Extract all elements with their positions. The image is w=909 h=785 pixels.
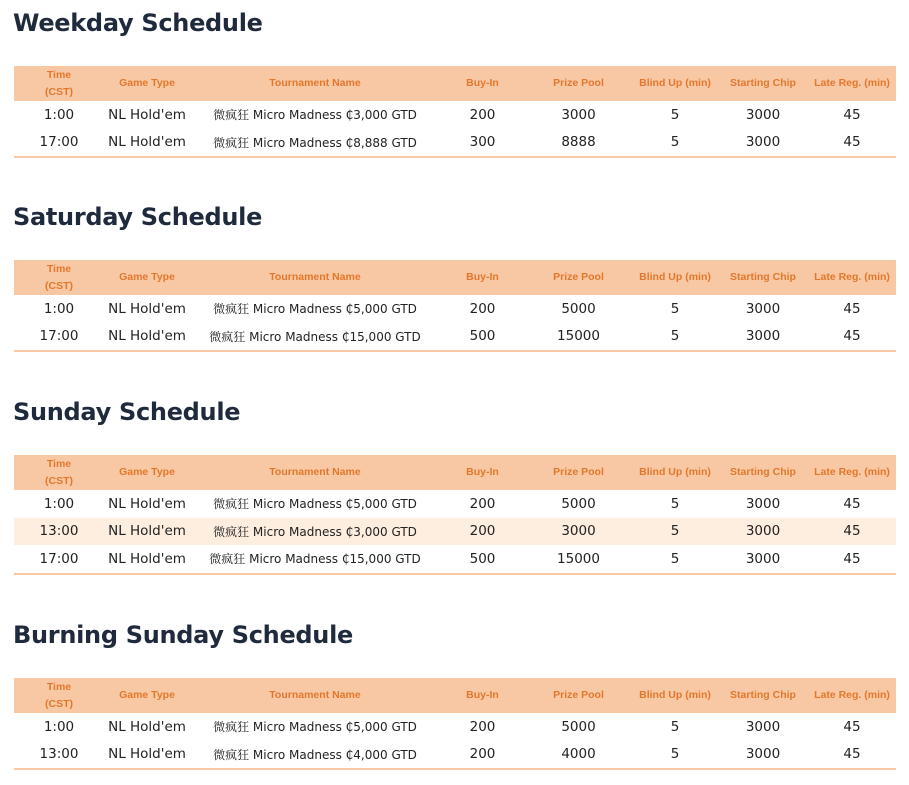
table-header-row [14, 678, 896, 713]
cell-late: 45 [808, 545, 896, 574]
cell-buyin: 200 [469, 495, 496, 512]
cell-name: 微疯狂 Micro Madness ₵4,000 GTD [190, 741, 440, 770]
schedule-table [14, 260, 896, 352]
cell-chip: 3000 [745, 106, 781, 123]
cell-time: 17:00 [14, 545, 104, 574]
cell-late: 45 [843, 300, 861, 317]
header-time: Time (CST) [45, 680, 73, 710]
header-starting-chip: Starting Chip [730, 689, 796, 701]
cell-buyin: 200 [469, 718, 496, 735]
cell-blind: 5 [670, 300, 680, 317]
table-row [14, 323, 896, 352]
header-starting-chip: Starting Chip [730, 466, 796, 478]
section-title: Sunday Schedule [13, 398, 241, 426]
header-blind-up: Blind Up (min) [639, 466, 711, 478]
cell-prize: 8888 [525, 129, 632, 158]
cell-game: NL Hold'em [104, 741, 190, 770]
table-row [14, 101, 896, 129]
cell-time: 13:00 [39, 523, 79, 540]
header-time: Time (CST) [45, 68, 73, 98]
cell-name: 微疯狂 Micro Madness ₵5,000 GTD [213, 302, 417, 317]
cell-prize: 3000 [561, 523, 596, 540]
header-game-type: Game Type [119, 271, 175, 283]
header-time: Time (CST) [45, 457, 73, 487]
header-game-type: Game Type [119, 466, 175, 478]
cell-buyin: 200 [469, 106, 496, 123]
header-buy-in: Buy-In [466, 689, 499, 701]
section-title: Saturday Schedule [13, 203, 263, 231]
cell-chip: 3000 [745, 495, 781, 512]
cell-chip: 3000 [718, 323, 808, 352]
cell-prize: 4000 [525, 741, 632, 770]
header-tournament-name: Tournament Name [269, 466, 361, 478]
header-game-type: Game Type [119, 689, 175, 701]
cell-name: 微疯狂 Micro Madness ₵3,000 GTD [213, 524, 417, 539]
cell-blind: 5 [632, 323, 718, 352]
header-tournament-name: Tournament Name [269, 271, 361, 283]
cell-late: 45 [843, 523, 861, 540]
cell-prize: 5000 [561, 718, 596, 735]
cell-chip: 3000 [745, 718, 781, 735]
cell-late: 45 [808, 129, 896, 158]
cell-prize: 5000 [561, 300, 596, 317]
table-row [14, 295, 896, 323]
cell-late: 45 [808, 323, 896, 352]
cell-name: 微疯狂 Micro Madness ₵15,000 GTD [190, 323, 440, 352]
table-row [14, 518, 896, 546]
schedule-table [14, 678, 896, 770]
cell-buyin: 200 [469, 523, 496, 540]
cell-game: NL Hold'em [108, 523, 186, 540]
table-header-row [14, 66, 896, 101]
cell-buyin: 500 [440, 545, 525, 574]
cell-prize: 15000 [525, 323, 632, 352]
cell-blind: 5 [632, 741, 718, 770]
cell-game: NL Hold'em [104, 323, 190, 352]
cell-buyin: 200 [440, 741, 525, 770]
header-late-reg: Late Reg. (min) [814, 77, 890, 89]
cell-time: 1:00 [43, 300, 75, 317]
cell-blind: 5 [632, 129, 718, 158]
header-late-reg: Late Reg. (min) [814, 466, 890, 478]
cell-chip: 3000 [718, 545, 808, 574]
header-blind-up: Blind Up (min) [639, 689, 711, 701]
header-prize-pool: Prize Pool [553, 77, 604, 89]
header-late-reg: Late Reg. (min) [814, 271, 890, 283]
table-header-row [14, 260, 896, 295]
header-time: Time (CST) [45, 262, 73, 292]
header-tournament-name: Tournament Name [269, 689, 361, 701]
cell-time: 1:00 [43, 718, 75, 735]
header-starting-chip: Starting Chip [730, 271, 796, 283]
cell-late: 45 [808, 741, 896, 770]
cell-game: NL Hold'em [104, 545, 190, 574]
cell-buyin: 200 [469, 300, 496, 317]
cell-blind: 5 [670, 718, 680, 735]
cell-blind: 5 [670, 106, 680, 123]
cell-game: NL Hold'em [108, 300, 186, 317]
cell-time: 17:00 [14, 323, 104, 352]
section-title: Burning Sunday Schedule [13, 621, 353, 649]
cell-name: 微疯狂 Micro Madness ₵15,000 GTD [190, 545, 440, 574]
cell-blind: 5 [670, 523, 680, 540]
cell-prize: 3000 [561, 106, 596, 123]
cell-time: 1:00 [43, 495, 75, 512]
schedule-table [14, 66, 896, 158]
cell-blind: 5 [632, 545, 718, 574]
cell-chip: 3000 [745, 523, 781, 540]
header-starting-chip: Starting Chip [730, 77, 796, 89]
cell-late: 45 [843, 106, 861, 123]
header-prize-pool: Prize Pool [553, 466, 604, 478]
header-late-reg: Late Reg. (min) [814, 689, 890, 701]
header-blind-up: Blind Up (min) [639, 271, 711, 283]
cell-time: 17:00 [14, 129, 104, 158]
cell-chip: 3000 [745, 300, 781, 317]
header-prize-pool: Prize Pool [553, 689, 604, 701]
schedule-table [14, 455, 896, 575]
cell-blind: 5 [670, 495, 680, 512]
cell-buyin: 500 [440, 323, 525, 352]
cell-buyin: 300 [440, 129, 525, 158]
header-tournament-name: Tournament Name [269, 77, 361, 89]
cell-time: 1:00 [43, 106, 75, 123]
cell-game: NL Hold'em [108, 718, 186, 735]
header-game-type: Game Type [119, 77, 175, 89]
cell-prize: 15000 [525, 545, 632, 574]
cell-game: NL Hold'em [108, 106, 186, 123]
cell-late: 45 [843, 718, 861, 735]
cell-game: NL Hold'em [108, 495, 186, 512]
table-row [14, 545, 896, 574]
cell-chip: 3000 [718, 129, 808, 158]
table-row [14, 741, 896, 770]
header-buy-in: Buy-In [466, 77, 499, 89]
cell-name: 微疯狂 Micro Madness ₵5,000 GTD [213, 720, 417, 735]
cell-name: 微疯狂 Micro Madness ₵5,000 GTD [213, 497, 417, 512]
cell-game: NL Hold'em [104, 129, 190, 158]
header-buy-in: Buy-In [466, 466, 499, 478]
cell-name: 微疯狂 Micro Madness ₵3,000 GTD [213, 108, 417, 123]
cell-time: 13:00 [14, 741, 104, 770]
cell-chip: 3000 [718, 741, 808, 770]
table-header-row [14, 455, 896, 490]
cell-name: 微疯狂 Micro Madness ₵8,888 GTD [190, 129, 440, 158]
table-row [14, 129, 896, 158]
cell-late: 45 [843, 495, 861, 512]
header-buy-in: Buy-In [466, 271, 499, 283]
header-blind-up: Blind Up (min) [639, 77, 711, 89]
table-row [14, 713, 896, 741]
header-prize-pool: Prize Pool [553, 271, 604, 283]
section-title: Weekday Schedule [13, 9, 263, 37]
table-row [14, 490, 896, 518]
cell-prize: 5000 [561, 495, 596, 512]
